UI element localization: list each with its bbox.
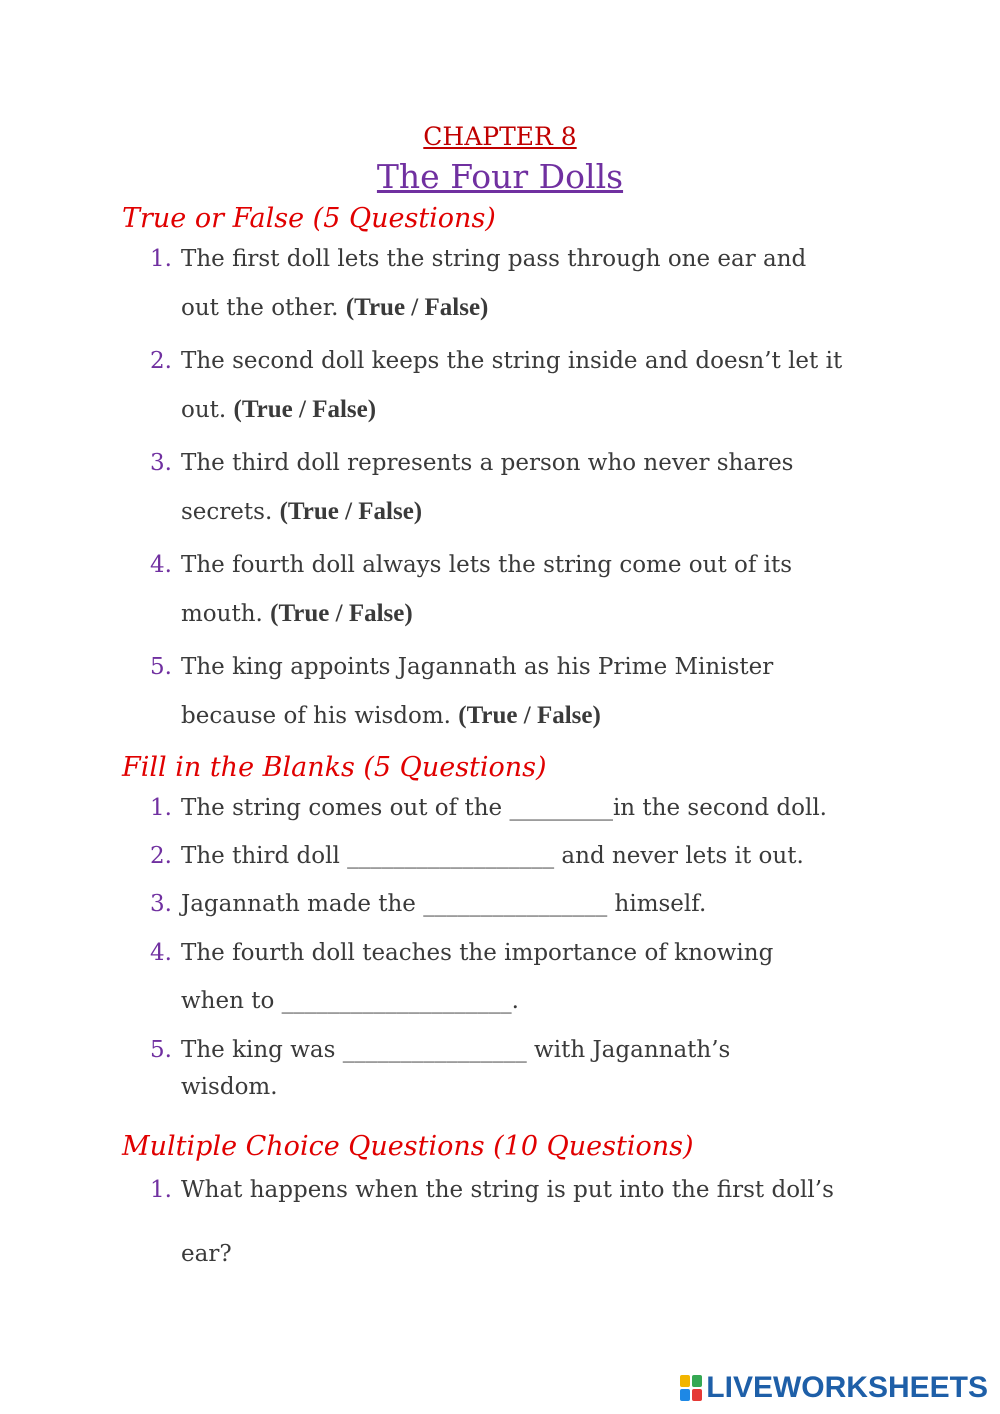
blank-question-text[interactable]: The string comes out of the _________in the second doll. <box>181 795 827 821</box>
item-text: out. (True / False) <box>181 396 377 423</box>
logo-mark-icon <box>680 1375 702 1401</box>
item-number: 2. <box>150 348 172 374</box>
item-text: ear? <box>181 1241 232 1267</box>
item-number: 1. <box>150 795 172 821</box>
item-number: 2. <box>150 843 172 869</box>
true-false-choice[interactable]: (True / False) <box>345 294 489 321</box>
logo-text: LIVEWORKSHEETS <box>706 1371 988 1404</box>
true-false-choice[interactable]: (True / False) <box>458 702 601 729</box>
item-text: wisdom. <box>181 1074 278 1100</box>
blank-question-text[interactable]: The third doll __________________ and never lets it out. <box>181 843 804 869</box>
section-heading-fill-blanks: Fill in the Blanks (5 Questions) <box>122 752 547 783</box>
item-number: 1. <box>150 1177 172 1203</box>
true-false-choice[interactable]: (True / False) <box>279 498 423 525</box>
true-false-choice[interactable]: (True / False) <box>233 396 377 423</box>
item-text: The fourth doll always lets the string come out of its <box>181 552 793 578</box>
item-text: mouth. (True / False) <box>181 600 413 627</box>
item-number: 4. <box>150 940 172 966</box>
page-title: The Four Dolls <box>376 157 624 196</box>
item-number: 5. <box>150 1037 172 1063</box>
item-text: The king appoints Jagannath as his Prime Minister <box>181 654 774 680</box>
item-number: 3. <box>150 891 172 917</box>
item-text: secrets. (True / False) <box>181 498 423 525</box>
item-text: because of his wisdom. (True / False) <box>181 702 601 729</box>
item-text: What happens when the string is put into the first doll’s <box>181 1177 834 1203</box>
item-number: 5. <box>150 654 172 680</box>
item-text: The third doll represents a person who never shares <box>181 450 794 476</box>
item-number: 4. <box>150 552 172 578</box>
section-heading-true-false: True or False (5 Questions) <box>122 203 496 234</box>
item-text: The second doll keeps the string inside and doesn’t let it <box>181 348 843 374</box>
item-number: 1. <box>150 246 172 272</box>
section-heading-mcq: Multiple Choice Questions (10 Questions) <box>122 1131 694 1162</box>
blank-question-text[interactable]: Jagannath made the ________________ himself. <box>181 891 707 917</box>
true-false-choice[interactable]: (True / False) <box>270 600 413 627</box>
item-text: The first doll lets the string pass through one ear and <box>181 246 807 272</box>
blank-question-text[interactable]: when to ____________________. <box>181 988 519 1014</box>
blank-question-text[interactable]: The king was ________________ with Jagannath’s <box>181 1037 731 1063</box>
chapter-label: CHAPTER 8 <box>423 122 577 151</box>
item-number: 3. <box>150 450 172 476</box>
item-text: out the other. (True / False) <box>181 294 489 321</box>
item-text: The fourth doll teaches the importance of knowing <box>181 940 774 966</box>
liveworksheets-logo <box>680 1370 988 1406</box>
